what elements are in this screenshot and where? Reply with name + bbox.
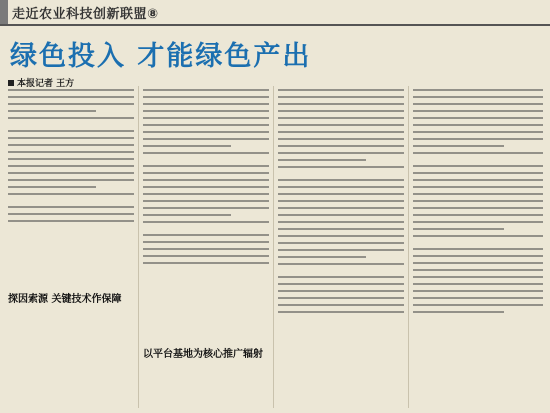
text-line	[278, 131, 404, 133]
text-line	[413, 172, 543, 174]
text-line	[413, 207, 543, 209]
text-line	[413, 214, 543, 216]
text-line	[278, 179, 404, 181]
series-title: 走近农业科技创新联盟⑧	[12, 6, 159, 22]
text-line	[278, 276, 404, 278]
text-line	[278, 263, 404, 265]
text-line	[278, 186, 404, 188]
header-marker	[0, 0, 8, 24]
text-line	[8, 96, 134, 98]
text-line	[413, 311, 504, 313]
text-line	[143, 89, 269, 91]
text-line	[413, 276, 543, 278]
text-line	[278, 103, 404, 105]
text-line	[413, 262, 543, 264]
text-line	[8, 137, 134, 139]
text-line	[278, 221, 404, 223]
article-headline: 绿色投入 才能绿色产出	[10, 41, 312, 72]
text-line	[413, 248, 543, 250]
text-line	[278, 228, 404, 230]
text-line	[143, 145, 231, 147]
text-line	[278, 214, 404, 216]
text-line	[8, 165, 134, 167]
text-line	[143, 165, 269, 167]
text-line	[278, 200, 404, 202]
text-line	[278, 152, 404, 154]
text-line	[278, 283, 404, 285]
text-line	[143, 110, 269, 112]
text-line	[143, 186, 269, 188]
text-line	[413, 110, 543, 112]
text-line	[143, 234, 269, 236]
text-line	[413, 283, 543, 285]
text-line	[278, 297, 404, 299]
text-line	[413, 152, 543, 154]
text-line	[8, 193, 134, 195]
article-column-1	[8, 86, 134, 408]
text-line	[278, 290, 404, 292]
text-line	[143, 221, 269, 223]
text-line	[8, 144, 134, 146]
text-line	[143, 131, 269, 133]
text-line	[8, 89, 134, 91]
text-line	[278, 138, 404, 140]
text-line	[413, 179, 543, 181]
text-line	[8, 110, 96, 112]
column-divider	[138, 86, 139, 408]
text-line	[278, 304, 404, 306]
article-column-3	[278, 86, 404, 408]
column-divider	[273, 86, 274, 408]
text-line	[413, 200, 543, 202]
text-line	[278, 207, 404, 209]
text-line	[278, 89, 404, 91]
article-column-4	[413, 86, 543, 408]
text-line	[413, 235, 543, 237]
text-line	[413, 124, 543, 126]
text-line	[413, 221, 543, 223]
text-line	[143, 248, 269, 250]
text-line	[143, 172, 269, 174]
text-line	[413, 145, 504, 147]
text-line	[8, 130, 134, 132]
header-rule	[0, 24, 550, 26]
text-line	[143, 214, 231, 216]
text-line	[278, 124, 404, 126]
text-line	[413, 89, 543, 91]
text-line	[8, 103, 134, 105]
text-line	[413, 96, 543, 98]
text-line	[8, 213, 134, 215]
text-line	[8, 158, 134, 160]
text-line	[413, 117, 543, 119]
text-line	[278, 193, 404, 195]
byline-bullet-icon	[8, 80, 14, 86]
text-line	[278, 256, 366, 258]
text-line	[413, 255, 543, 257]
text-line	[413, 228, 504, 230]
text-line	[8, 206, 134, 208]
text-line	[8, 186, 96, 188]
text-line	[413, 304, 543, 306]
text-line	[143, 255, 269, 257]
text-line	[278, 311, 404, 313]
text-line	[278, 117, 404, 119]
column-divider	[408, 86, 409, 408]
text-line	[278, 235, 404, 237]
text-line	[143, 193, 269, 195]
text-line	[143, 262, 269, 264]
text-line	[413, 290, 543, 292]
text-line	[278, 96, 404, 98]
text-line	[143, 152, 269, 154]
text-line	[143, 96, 269, 98]
text-line	[8, 179, 134, 181]
text-line	[8, 172, 134, 174]
text-line	[143, 207, 269, 209]
text-line	[413, 138, 543, 140]
text-line	[278, 166, 404, 168]
text-line	[143, 200, 269, 202]
text-line	[413, 165, 543, 167]
text-line	[413, 297, 543, 299]
text-line	[413, 131, 543, 133]
byline-text: 本报记者 王方	[17, 79, 75, 89]
section-heading-1: 探因索源 关键技术作保障	[8, 294, 122, 305]
text-line	[8, 220, 134, 222]
text-line	[413, 269, 543, 271]
text-line	[8, 117, 134, 119]
text-line	[143, 138, 269, 140]
text-line	[8, 151, 134, 153]
text-line	[143, 124, 269, 126]
text-line	[143, 103, 269, 105]
text-line	[143, 241, 269, 243]
text-line	[413, 193, 543, 195]
text-line	[278, 242, 404, 244]
text-line	[143, 117, 269, 119]
section-heading-2: 以平台基地为核心推广辐射	[143, 349, 263, 360]
text-line	[413, 186, 543, 188]
text-line	[413, 103, 543, 105]
series-header	[0, 0, 550, 24]
text-line	[278, 145, 404, 147]
text-line	[278, 249, 404, 251]
text-line	[278, 110, 404, 112]
text-line	[143, 179, 269, 181]
text-line	[278, 159, 366, 161]
